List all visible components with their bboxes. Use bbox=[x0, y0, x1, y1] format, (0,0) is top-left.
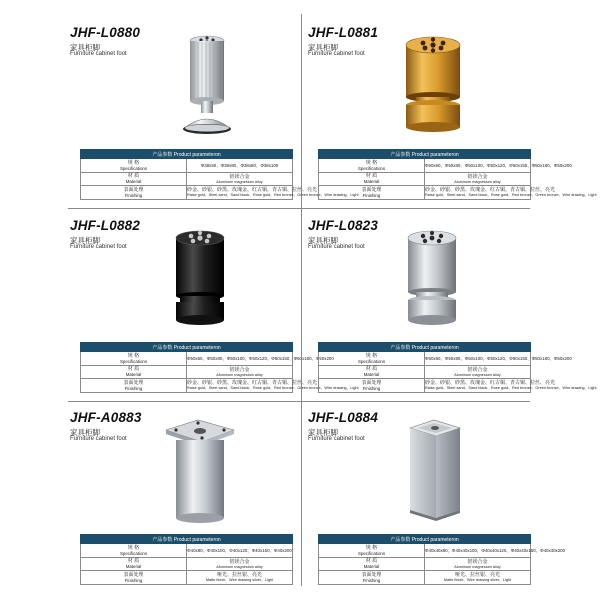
spec-values: Φ40x40x80、Φ40x40x100、Φ40x40x120、Φ40x40x150、Φ40x40x200 bbox=[425, 544, 531, 558]
product-parameter-table bbox=[318, 149, 597, 200]
product-name-en: Furniture cabinet foot bbox=[308, 436, 365, 442]
product-parameter-table bbox=[318, 342, 597, 393]
silver-cabinet-foot-image bbox=[378, 226, 498, 336]
plate-cabinet-foot-image bbox=[152, 418, 272, 534]
table-header: 产品参数 Product parameteron bbox=[81, 150, 293, 159]
product-name-cn: 家具柜脚 bbox=[70, 236, 100, 245]
spec-values: Φ50x60、Φ50x80、Φ50x100、Φ50x120、Φ50x150、Φ50x180、Φ50x200 bbox=[425, 159, 531, 173]
spec-values: Φ38x50、Φ38x80、Φ38x80、Φ38x100 bbox=[187, 159, 293, 173]
gold-cabinet-foot-image bbox=[378, 33, 498, 143]
row-divider bbox=[68, 208, 530, 209]
finish-value: 哑光、拉丝银、亮光 Matte finish、Wire drawing silver、Light bbox=[187, 571, 293, 585]
product-parameter-table bbox=[80, 534, 293, 585]
material-value: 铝镁合金 Aluminum magnesium alloy bbox=[187, 558, 293, 571]
product-name-cn: 家具柜脚 bbox=[308, 236, 338, 245]
product-name-cn: 家具柜脚 bbox=[70, 428, 100, 437]
finish-label: 表面处理 Finishing bbox=[319, 571, 425, 585]
spec-values: Φ50x60、Φ50x80、Φ50x100、Φ50x120、Φ50x150、Φ50x180、Φ50x200 bbox=[425, 352, 531, 366]
product-code: JHF-A0883 bbox=[70, 410, 142, 425]
material-value: 铝镁合金 Aluminum magnesium alloy bbox=[425, 558, 531, 571]
finish-label: 表面处理 Finishing bbox=[81, 186, 187, 200]
spec-label: 规 格 Specifications bbox=[319, 544, 425, 558]
table-header: 产品参数 Product parameteron bbox=[81, 343, 293, 352]
finish-label: 表面处理 Finishing bbox=[319, 186, 425, 200]
table-header: 产品参数 Product parameteron bbox=[319, 343, 531, 352]
finish-label: 表面处理 Finishing bbox=[319, 379, 425, 393]
product-name-en: Furniture cabinet foot bbox=[70, 436, 127, 442]
product-card-a0883 bbox=[70, 410, 295, 588]
spec-values: Φ40x80、Φ40x100、Φ40x120、Φ40x150、Φ40x200 bbox=[187, 544, 293, 558]
material-label: 材 质 Material bbox=[319, 173, 425, 186]
spec-values: Φ50x60、Φ50x80、Φ50x100、Φ50x120、Φ50x150、Φ50x180、Φ50x200 bbox=[187, 352, 293, 366]
product-parameter-table bbox=[318, 534, 566, 585]
finish-value: 砂金、砂银、砂黑、玫瑰金、红古铜、青古铜、拉丝、亮光 Raise gold、Steel sand、Sand black、Rose gold、Red bronze、Green bronze、Wire drawing、Light bbox=[425, 379, 531, 393]
spec-label: 规 格 Specifications bbox=[319, 352, 425, 366]
finish-value: 砂金、砂银、砂黑、玫瑰金、红古铜、青古铜、拉丝、亮光 Raise gold、Steel sand、Sand black、Rose gold、Red bronze、Green bronze、Wire drawing、Light bbox=[187, 186, 293, 200]
finish-label: 表面处理 Finishing bbox=[81, 571, 187, 585]
product-name-en: Furniture cabinet foot bbox=[308, 244, 365, 250]
table-header: 产品参数 Product parameteron bbox=[319, 535, 531, 544]
column-divider bbox=[301, 14, 302, 586]
product-name-en: Furniture cabinet foot bbox=[308, 51, 365, 57]
product-parameter-table bbox=[80, 342, 359, 393]
material-label: 材 质 Material bbox=[319, 558, 425, 571]
finish-value: 砂金、砂银、砂黑、玫瑰金、红古铜、青古铜、拉丝、亮光 Raise gold、Steel sand、Sand black、Rose gold、Red bronze、Green bronze、Wire drawing、Light bbox=[187, 379, 293, 393]
product-parameter-table bbox=[80, 149, 359, 200]
product-code: JHF-L0884 bbox=[308, 410, 379, 425]
product-card-l0884 bbox=[308, 410, 566, 588]
finish-value: 哑光、拉丝银、亮光 Matte finish、Wire drawing silver、Light bbox=[425, 571, 531, 585]
row-divider bbox=[68, 401, 530, 402]
product-code: JHF-L0882 bbox=[70, 218, 141, 233]
product-code: JHF-L0880 bbox=[70, 25, 141, 40]
product-card-l0881 bbox=[308, 25, 597, 203]
table-header: 产品参数 Product parameteron bbox=[81, 535, 293, 544]
spec-label: 规 格 Specifications bbox=[319, 159, 425, 173]
product-code: JHF-L0881 bbox=[308, 25, 379, 40]
fluted-cabinet-foot-image bbox=[165, 33, 285, 143]
material-label: 材 质 Material bbox=[319, 366, 425, 379]
product-name-cn: 家具柜脚 bbox=[308, 43, 338, 52]
product-name-en: Furniture cabinet foot bbox=[70, 51, 127, 57]
spec-label: 规 格 Specifications bbox=[81, 352, 187, 366]
spec-label: 规 格 Specifications bbox=[81, 159, 187, 173]
material-label: 材 质 Material bbox=[81, 558, 187, 571]
spec-label: 规 格 Specifications bbox=[81, 544, 187, 558]
material-value: 铝镁合金 Aluminum magnesium alloy bbox=[425, 366, 531, 379]
material-label: 材 质 Material bbox=[81, 366, 187, 379]
material-value: 铝镁合金 Aluminum magnesium alloy bbox=[187, 366, 293, 379]
black-cabinet-foot-image bbox=[148, 226, 268, 336]
square-cabinet-foot-image bbox=[388, 418, 508, 534]
material-value: 铝镁合金 Aluminum magnesium alloy bbox=[425, 173, 531, 186]
material-value: 铝镁合金 Aluminum magnesium alloy bbox=[187, 173, 293, 186]
finish-label: 表面处理 Finishing bbox=[81, 379, 187, 393]
product-card-l0823 bbox=[308, 218, 597, 396]
finish-value: 砂金、砂银、砂黑、玫瑰金、红古铜、青古铜、拉丝、亮光 Raise gold、Steel sand、Sand black、Rose gold、Red bronze、Green bronze、Wire drawing、Light bbox=[425, 186, 531, 200]
table-header: 产品参数 Product parameteron bbox=[319, 150, 531, 159]
product-name-en: Furniture cabinet foot bbox=[70, 244, 127, 250]
product-code: JHF-L0823 bbox=[308, 218, 379, 233]
product-name-cn: 家具柜脚 bbox=[308, 428, 338, 437]
material-label: 材 质 Material bbox=[81, 173, 187, 186]
product-name-cn: 家具柜脚 bbox=[70, 43, 100, 52]
